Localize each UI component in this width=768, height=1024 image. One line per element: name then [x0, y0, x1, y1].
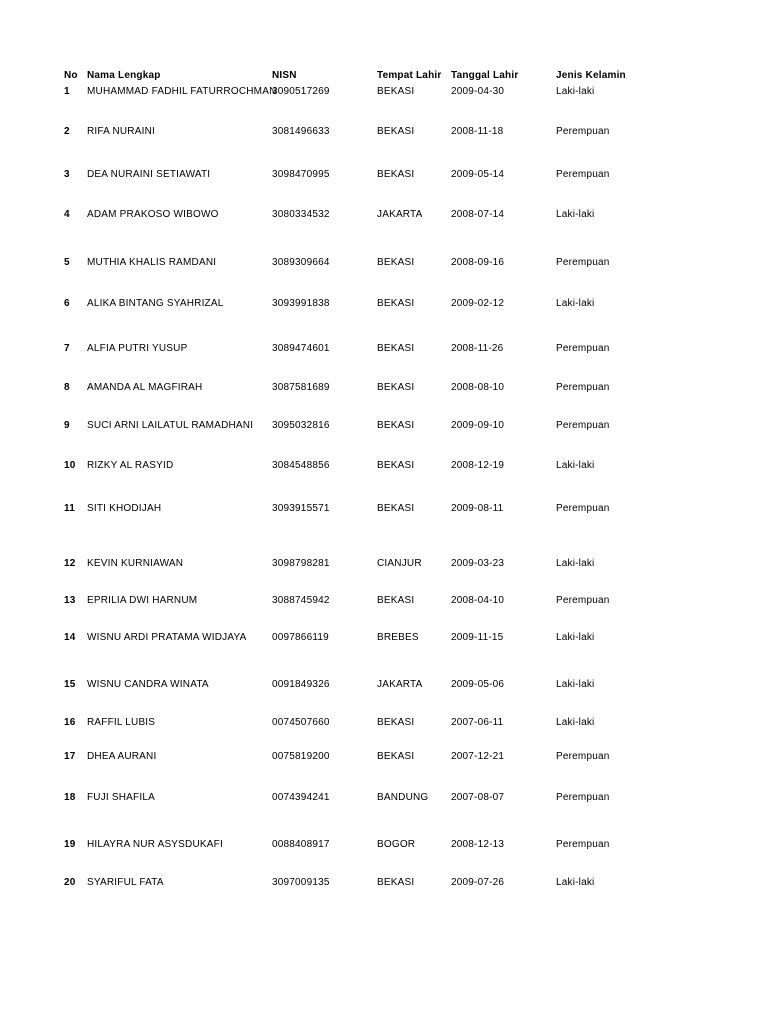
- row-nisn: 3080334532: [272, 209, 330, 220]
- row-nisn: 3088745942: [272, 595, 330, 606]
- row-sex: Perempuan: [556, 382, 610, 393]
- row-nisn: 0091849326: [272, 679, 330, 690]
- row-date: 2008-08-10: [451, 382, 505, 393]
- row-name: RAFFIL LUBIS: [87, 717, 156, 728]
- row-place: BEKASI: [377, 420, 415, 431]
- header-name: Nama Lengkap: [87, 70, 161, 81]
- row-nisn: 0074394241: [272, 792, 330, 803]
- row-name: SYARIFUL FATA: [87, 877, 164, 888]
- row-place: BEKASI: [377, 343, 415, 354]
- row-place: BOGOR: [377, 839, 416, 850]
- row-nisn: 0097866119: [272, 632, 329, 643]
- row-place: BEKASI: [377, 86, 415, 97]
- row-place: BEKASI: [377, 751, 415, 762]
- row-date: 2008-12-13: [451, 839, 505, 850]
- header-sex: Jenis Kelamin: [556, 70, 626, 81]
- row-name: DHEA AURANI: [87, 751, 157, 762]
- row-number: 8: [64, 382, 70, 393]
- row-sex: Laki-laki: [556, 558, 595, 569]
- row-date: 2008-11-18: [451, 126, 504, 137]
- row-sex: Perempuan: [556, 126, 610, 137]
- row-place: BEKASI: [377, 169, 415, 180]
- header-no: No: [64, 70, 78, 81]
- row-sex: Laki-laki: [556, 298, 595, 309]
- row-date: 2008-11-26: [451, 343, 504, 354]
- row-name: MUTHIA KHALIS RAMDANI: [87, 257, 217, 268]
- row-nisn: 3087581689: [272, 382, 330, 393]
- row-sex: Perempuan: [556, 839, 610, 850]
- row-name: RIFA NURAINI: [87, 126, 155, 137]
- row-nisn: 3095032816: [272, 420, 330, 431]
- row-place: CIANJUR: [377, 558, 422, 569]
- row-date: 2008-07-14: [451, 209, 505, 220]
- row-place: BEKASI: [377, 298, 415, 309]
- row-nisn: 3098798281: [272, 558, 330, 569]
- row-sex: Perempuan: [556, 343, 610, 354]
- row-sex: Laki-laki: [556, 679, 595, 690]
- row-nisn: 3093991838: [272, 298, 330, 309]
- row-nisn: 3089309664: [272, 257, 330, 268]
- row-name: WISNU ARDI PRATAMA WIDJAYA: [87, 632, 247, 643]
- row-name: RIZKY AL RASYID: [87, 460, 174, 471]
- row-date: 2008-12-19: [451, 460, 505, 471]
- row-sex: Perempuan: [556, 792, 610, 803]
- header-place: Tempat Lahir: [377, 70, 442, 81]
- row-number: 10: [64, 460, 76, 471]
- row-name: ALFIA PUTRI YUSUP: [87, 343, 188, 354]
- row-date: 2007-12-21: [451, 751, 505, 762]
- row-date: 2009-05-14: [451, 169, 505, 180]
- row-number: 14: [64, 632, 76, 643]
- row-sex: Laki-laki: [556, 877, 595, 888]
- row-nisn: 0088408917: [272, 839, 330, 850]
- row-sex: Perempuan: [556, 420, 610, 431]
- row-sex: Laki-laki: [556, 632, 595, 643]
- row-name: HILAYRA NUR ASYSDUKAFI: [87, 839, 223, 850]
- row-date: 2009-08-11: [451, 503, 504, 514]
- row-name: ADAM PRAKOSO WIBOWO: [87, 209, 219, 220]
- row-number: 9: [64, 420, 70, 431]
- row-name: KEVIN KURNIAWAN: [87, 558, 184, 569]
- row-place: BREBES: [377, 632, 419, 643]
- row-sex: Laki-laki: [556, 717, 595, 728]
- row-nisn: 3089474601: [272, 343, 330, 354]
- row-number: 13: [64, 595, 76, 606]
- row-nisn: 3081496633: [272, 126, 330, 137]
- row-nisn: 3084548856: [272, 460, 330, 471]
- row-sex: Laki-laki: [556, 460, 595, 471]
- row-date: 2009-03-23: [451, 558, 505, 569]
- row-nisn: 3090517269: [272, 86, 330, 97]
- row-number: 6: [64, 298, 70, 309]
- row-place: JAKARTA: [377, 209, 423, 220]
- header-date: Tanggal Lahir: [451, 70, 519, 81]
- row-nisn: 0075819200: [272, 751, 330, 762]
- row-name: EPRILIA DWI HARNUM: [87, 595, 198, 606]
- row-date: 2008-04-10: [451, 595, 505, 606]
- row-number: 15: [64, 679, 76, 690]
- row-date: 2009-11-15: [451, 632, 504, 643]
- row-number: 16: [64, 717, 76, 728]
- row-nisn: 0074507660: [272, 717, 330, 728]
- row-sex: Perempuan: [556, 595, 610, 606]
- row-sex: Perempuan: [556, 751, 610, 762]
- row-number: 17: [64, 751, 76, 762]
- row-name: ALIKA BINTANG SYAHRIZAL: [87, 298, 224, 309]
- row-date: 2009-07-26: [451, 877, 505, 888]
- row-number: 7: [64, 343, 70, 354]
- row-place: BEKASI: [377, 717, 415, 728]
- row-nisn: 3097009135: [272, 877, 330, 888]
- row-sex: Perempuan: [556, 257, 610, 268]
- row-number: 1: [64, 86, 70, 97]
- row-place: BANDUNG: [377, 792, 429, 803]
- row-name: SUCI ARNI LAILATUL RAMADHANI: [87, 420, 254, 431]
- row-name: WISNU CANDRA WINATA: [87, 679, 209, 690]
- row-number: 3: [64, 169, 70, 180]
- row-sex: Laki-laki: [556, 86, 595, 97]
- row-nisn: 3098470995: [272, 169, 330, 180]
- row-number: 18: [64, 792, 76, 803]
- row-date: 2008-09-16: [451, 257, 505, 268]
- row-sex: Laki-laki: [556, 209, 595, 220]
- row-number: 19: [64, 839, 76, 850]
- row-number: 11: [64, 503, 75, 514]
- row-place: BEKASI: [377, 503, 415, 514]
- row-name: MUHAMMAD FADHIL FATURROCHMAN: [87, 86, 277, 97]
- row-place: BEKASI: [377, 257, 415, 268]
- row-number: 2: [64, 126, 70, 137]
- row-sex: Perempuan: [556, 503, 610, 514]
- row-place: BEKASI: [377, 382, 415, 393]
- row-nisn: 3093915571: [272, 503, 330, 514]
- row-place: BEKASI: [377, 595, 415, 606]
- row-name: FUJI SHAFILA: [87, 792, 155, 803]
- row-date: 2009-04-30: [451, 86, 505, 97]
- row-number: 5: [64, 257, 70, 268]
- row-name: SITI KHODIJAH: [87, 503, 162, 514]
- row-date: 2009-05-06: [451, 679, 505, 690]
- row-date: 2009-02-12: [451, 298, 505, 309]
- row-place: BEKASI: [377, 126, 415, 137]
- row-name: DEA NURAINI SETIAWATI: [87, 169, 211, 180]
- row-date: 2007-06-11: [451, 717, 504, 728]
- row-name: AMANDA AL MAGFIRAH: [87, 382, 203, 393]
- row-date: 2009-09-10: [451, 420, 505, 431]
- row-number: 4: [64, 209, 70, 220]
- row-place: BEKASI: [377, 460, 415, 471]
- header-nisn: NISN: [272, 70, 297, 81]
- row-place: JAKARTA: [377, 679, 423, 690]
- row-place: BEKASI: [377, 877, 415, 888]
- row-date: 2007-08-07: [451, 792, 505, 803]
- row-number: 12: [64, 558, 76, 569]
- row-number: 20: [64, 877, 76, 888]
- row-sex: Perempuan: [556, 169, 610, 180]
